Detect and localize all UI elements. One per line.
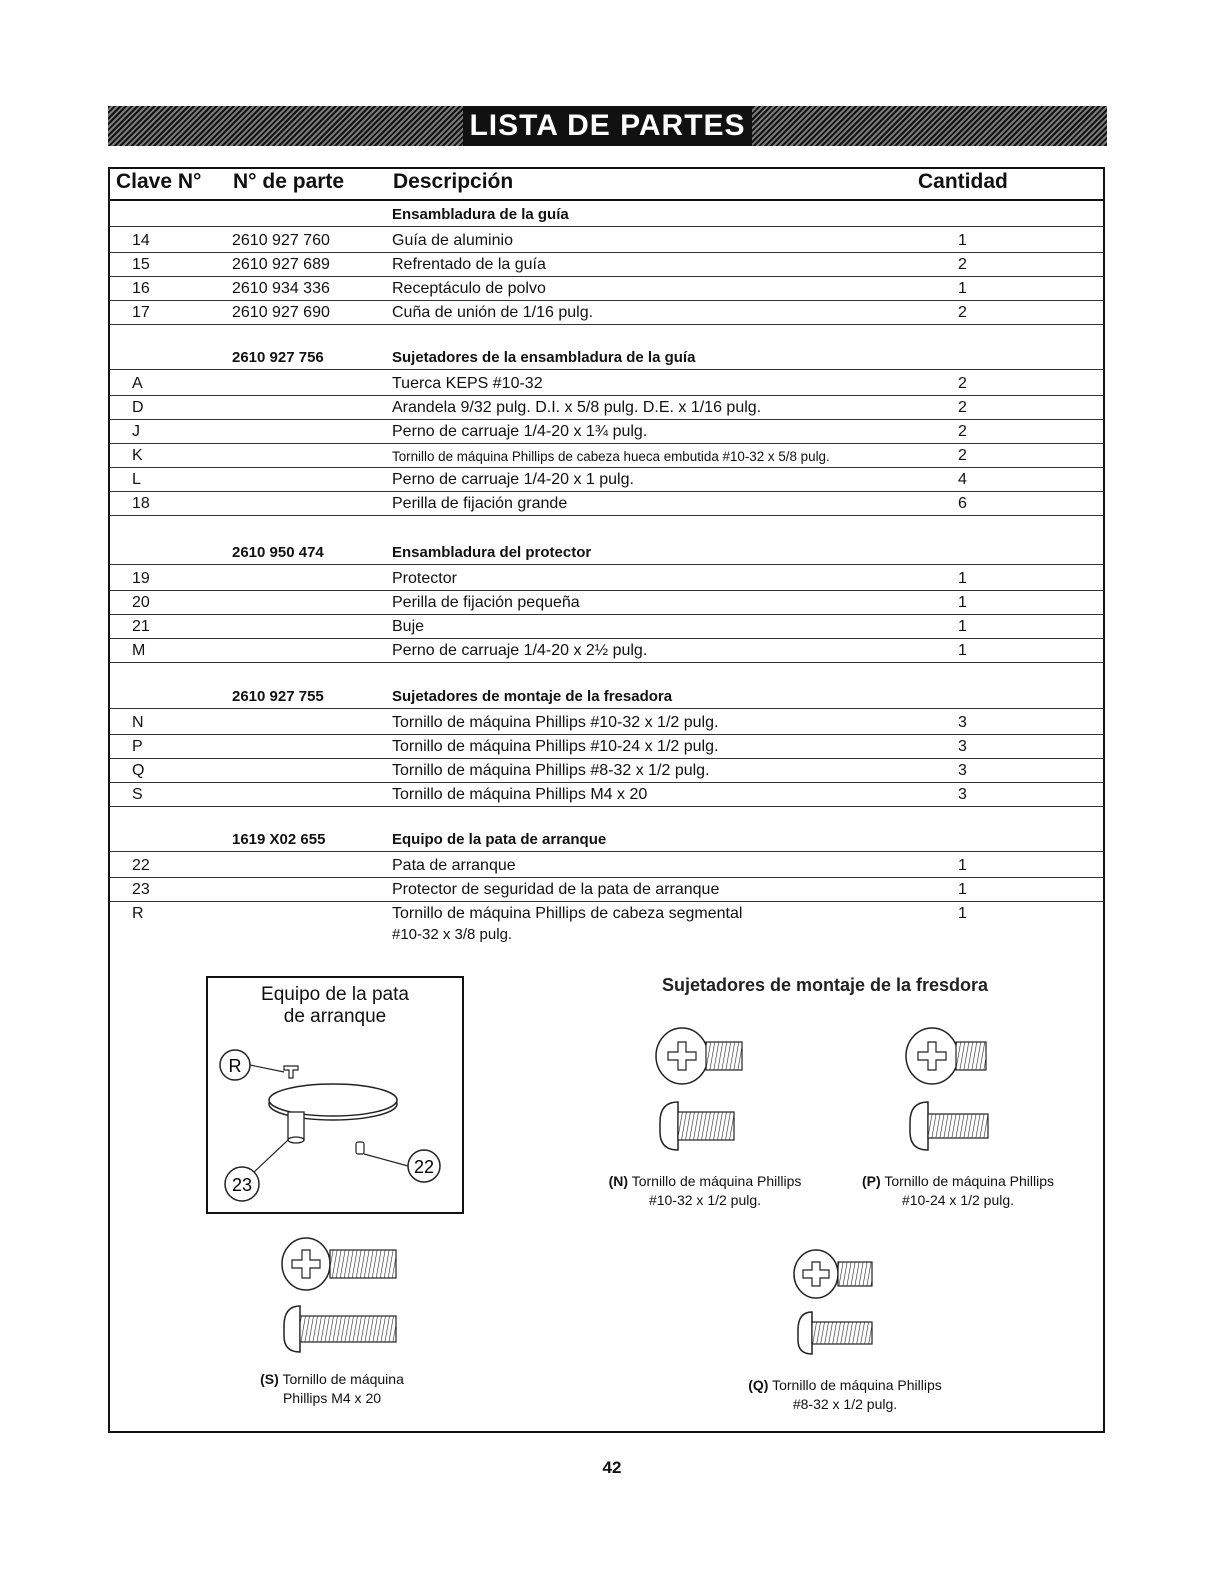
- row-key: 21: [132, 618, 150, 635]
- row-desc: Tornillo de máquina Phillips #10-32 x 1/2 pulg.: [392, 714, 719, 731]
- caption-q: [710, 1376, 980, 1414]
- row-desc-continued: #10-32 x 3/8 pulg.: [392, 926, 513, 943]
- row-qty: 3: [958, 738, 967, 755]
- row-desc: Tornillo de máquina Phillips #8-32 x 1/2 pulg.: [392, 762, 710, 779]
- section-header: [110, 203, 1104, 227]
- row-part: 2610 927 689: [232, 256, 330, 273]
- page-number: 42: [602, 1458, 622, 1477]
- column-header-qty: Cantidad: [918, 170, 1008, 193]
- row-desc: Buje: [392, 618, 425, 635]
- row-key: A: [132, 375, 143, 392]
- row-desc: Tornillo de máquina Phillips #10-24 x 1/2 pulg.: [392, 738, 719, 755]
- section-part: 2610 927 756: [232, 349, 324, 366]
- row-desc: Tornillo de máquina Phillips de cabeza hueca embutida #10-32 x 5/8 pulg.: [392, 449, 830, 464]
- row-desc: Perilla de fijación pequeña: [392, 594, 580, 611]
- row-key: S: [132, 786, 143, 803]
- row-qty: 2: [958, 256, 967, 273]
- row-qty: 1: [958, 280, 967, 297]
- section-title: Ensambladura del protector: [392, 544, 592, 561]
- row-key: P: [132, 738, 143, 755]
- table-row: [110, 854, 1104, 878]
- table-row: [110, 396, 1104, 420]
- row-desc: Receptáculo de polvo: [392, 280, 546, 297]
- row-key: Q: [132, 762, 145, 779]
- row-qty: 1: [958, 857, 967, 874]
- table-row: [110, 420, 1104, 444]
- row-desc: Perno de carruaje 1/4-20 x 1¾ pulg.: [392, 423, 648, 440]
- section-title: Sujetadores de la ensambladura de la guía: [392, 349, 696, 366]
- table-row: [110, 878, 1104, 902]
- row-qty: 6: [958, 495, 967, 512]
- callout-r-label: R: [228, 1056, 242, 1076]
- row-key: 19: [132, 570, 150, 587]
- row-qty: 2: [958, 447, 967, 464]
- row-qty: 1: [958, 642, 967, 659]
- section-title: Equipo de la pata de arranque: [392, 831, 607, 848]
- starter-pin-illustration: [208, 1032, 462, 1212]
- small-screw-icon: [284, 1066, 298, 1078]
- caption-s: [222, 1370, 442, 1408]
- row-desc: Protector de seguridad de la pata de arranque: [392, 881, 720, 898]
- row-qty: 1: [958, 594, 967, 611]
- caption-line2: Phillips M4 x 20: [282, 1390, 382, 1406]
- caption-n: [585, 1172, 825, 1210]
- caption-code: (N): [608, 1173, 629, 1189]
- row-key: 14: [132, 232, 150, 249]
- row-key: 18: [132, 495, 150, 512]
- row-qty: 1: [958, 232, 967, 249]
- row-qty: 4: [958, 471, 967, 488]
- row-key: 15: [132, 256, 150, 273]
- section-header: [110, 346, 1104, 370]
- row-key: J: [132, 423, 140, 440]
- row-qty: 2: [958, 423, 967, 440]
- box-title-line2: de arranque: [283, 1006, 387, 1027]
- section-part: 2610 927 755: [232, 688, 324, 705]
- table-row: [110, 229, 1104, 253]
- section-header: [110, 685, 1104, 709]
- row-key: 23: [132, 881, 150, 898]
- row-key: D: [132, 399, 144, 416]
- table-row: [110, 468, 1104, 492]
- row-desc: Cuña de unión de 1/16 pulg.: [392, 304, 594, 321]
- row-desc: Protector: [392, 570, 457, 587]
- row-desc: Perno de carruaje 1/4-20 x 1 pulg.: [392, 471, 634, 488]
- screw-q-illustration: [790, 1244, 890, 1360]
- row-key: L: [132, 471, 141, 488]
- row-qty: 1: [958, 618, 967, 635]
- row-part: 2610 934 336: [232, 280, 330, 297]
- table-row: [110, 759, 1104, 783]
- row-key: 22: [132, 857, 150, 874]
- row-desc: Perno de carruaje 1/4-20 x 2½ pulg.: [392, 642, 648, 659]
- table-row: [110, 615, 1104, 639]
- row-key: N: [132, 714, 144, 731]
- page-banner: [108, 106, 1107, 146]
- caption-code: (P): [862, 1173, 881, 1189]
- caption-p: [838, 1172, 1078, 1210]
- row-key: 17: [132, 304, 150, 321]
- row-desc: Arandela 9/32 pulg. D.I. x 5/8 pulg. D.E. x 1/16 pulg.: [392, 399, 762, 416]
- callout-22-label: 22: [413, 1157, 435, 1177]
- section-header: [110, 541, 1104, 565]
- header-divider: [110, 199, 1104, 201]
- table-row: [110, 711, 1104, 735]
- column-header-part: N° de parte: [233, 170, 345, 193]
- table-row: [110, 735, 1104, 759]
- caption-line2: #10-32 x 1/2 pulg.: [648, 1192, 762, 1208]
- caption-line1: Tornillo de máquina Phillips: [631, 1173, 802, 1189]
- row-desc: Tornillo de máquina Phillips M4 x 20: [392, 786, 648, 803]
- bushing-icon: [356, 1142, 364, 1154]
- table-row: [110, 639, 1104, 663]
- row-key: M: [132, 642, 146, 659]
- banner-title: LISTA DE PARTES: [463, 106, 751, 146]
- callout-r-leader: [250, 1065, 284, 1072]
- caption-line1: Tornillo de máquina: [282, 1371, 404, 1387]
- row-qty: 3: [958, 786, 967, 803]
- row-desc: Pata de arranque: [392, 857, 516, 874]
- section-title: Ensambladura de la guía: [392, 206, 569, 223]
- section-header: [110, 828, 1104, 852]
- row-key: K: [132, 447, 143, 464]
- caption-line1: Tornillo de máquina Phillips: [772, 1377, 942, 1393]
- column-header-key: Clave N°: [116, 170, 202, 193]
- row-key: 20: [132, 594, 150, 611]
- table-row: [110, 444, 1104, 468]
- table-row: [110, 492, 1104, 516]
- row-desc: Tornillo de máquina Phillips de cabeza segmental: [392, 905, 743, 922]
- row-desc: Perilla de fijación grande: [392, 495, 568, 512]
- fastener-figure-title: Sujetadores de montaje de la fresdora: [661, 975, 989, 995]
- screw-p-illustration: [900, 1022, 1010, 1162]
- row-desc: Guía de aluminio: [392, 232, 513, 249]
- caption-line2: #10-24 x 1/2 pulg.: [901, 1192, 1015, 1208]
- table-row: [110, 783, 1104, 807]
- row-qty: 1: [958, 881, 967, 898]
- callout-22-leader: [364, 1154, 408, 1166]
- callout-23-leader: [252, 1140, 288, 1174]
- caption-line1: Tornillo de máquina Phillips: [884, 1173, 1054, 1189]
- section-part: 1619 X02 655: [232, 831, 326, 848]
- starter-pin-post: [288, 1112, 304, 1140]
- starter-pin-kit-box: [206, 976, 464, 1214]
- table-row: [110, 301, 1104, 325]
- row-desc: Refrentado de la guía: [392, 256, 546, 273]
- row-qty: 2: [958, 399, 967, 416]
- row-qty: 1: [958, 905, 967, 922]
- section-part: 2610 950 474: [232, 544, 324, 561]
- table-row: [110, 277, 1104, 301]
- table-row: [110, 567, 1104, 591]
- table-row: [110, 372, 1104, 396]
- row-qty: 2: [958, 375, 967, 392]
- row-desc: Tuerca KEPS #10-32: [392, 375, 543, 392]
- row-part: 2610 927 760: [232, 232, 330, 249]
- screw-s-illustration: [276, 1232, 406, 1362]
- box-title-line1: Equipo de la pata: [261, 984, 409, 1005]
- table-row: [110, 591, 1104, 615]
- row-qty: 3: [958, 714, 967, 731]
- row-qty: 3: [958, 762, 967, 779]
- table-row: [110, 253, 1104, 277]
- caption-code: (Q): [748, 1377, 769, 1393]
- row-qty: 2: [958, 304, 967, 321]
- screw-n-illustration: [650, 1022, 760, 1162]
- row-part: 2610 927 690: [232, 304, 330, 321]
- column-header-desc: Descripción: [393, 170, 514, 193]
- callout-23-label: 23: [231, 1175, 253, 1195]
- section-title: Sujetadores de montaje de la fresadora: [392, 688, 673, 705]
- row-key: 16: [132, 280, 150, 297]
- row-key: R: [132, 905, 144, 922]
- table-row: [110, 902, 1104, 948]
- caption-line2: #8-32 x 1/2 pulg.: [792, 1396, 898, 1412]
- row-qty: 1: [958, 570, 967, 587]
- caption-code: (S): [260, 1371, 279, 1387]
